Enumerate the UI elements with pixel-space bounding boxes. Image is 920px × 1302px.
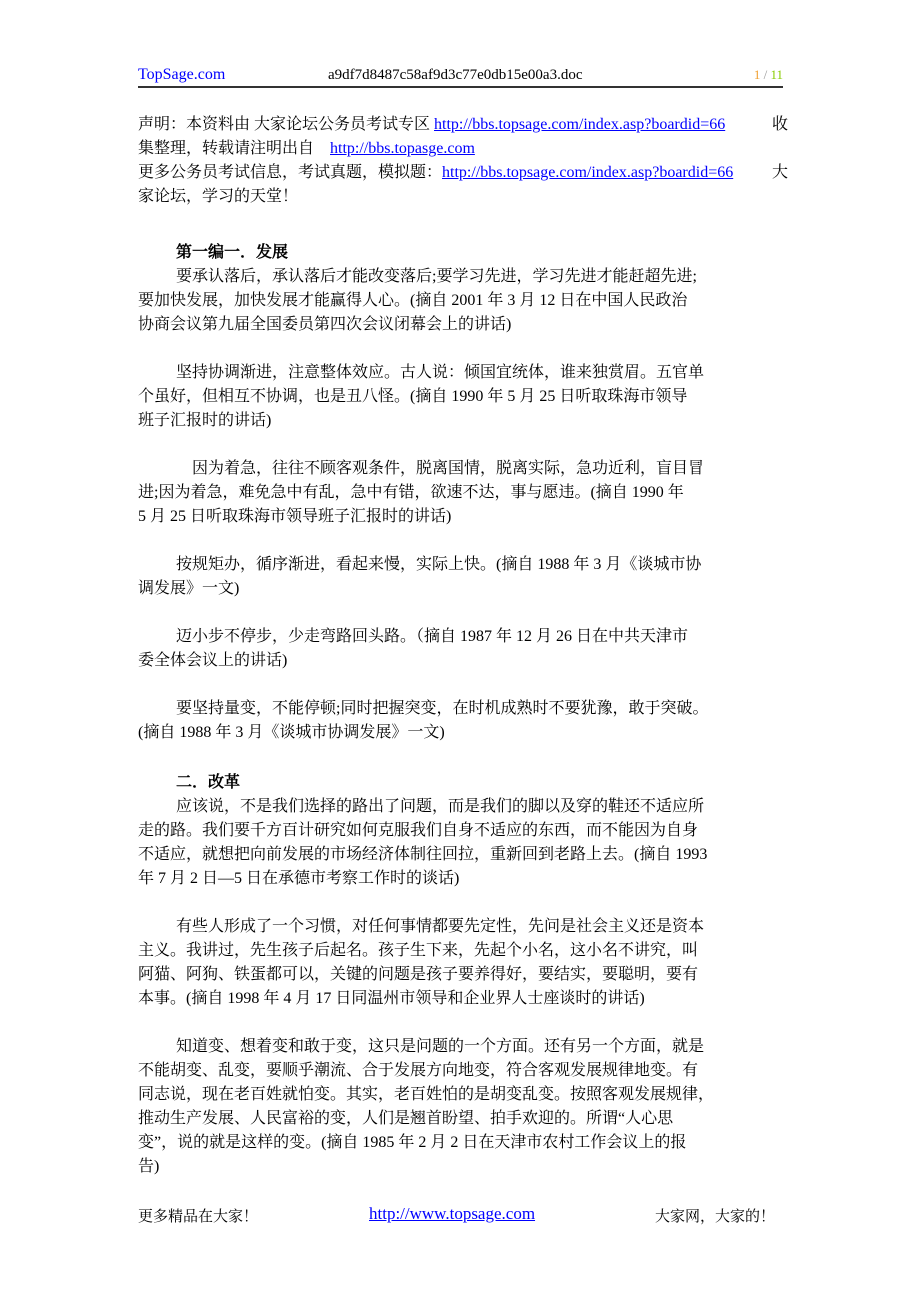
paragraph-line: 主义。我讲过，先生孩子后起名。孩子生下来，先起个小名，这小名不讲究，叫 (138, 942, 699, 959)
paragraph-line: 年 7 月 2 日—5 日在承德市考察工作时的谈话) (138, 870, 460, 887)
paragraph-line: 走的路。我们要千方百计研究如何克服我们自身不适应的东西，而不能因为自身 (138, 822, 699, 839)
paragraph-line: 迈小步不停步，少走弯路回头路。（摘自 1987 年 12 月 26 日在中共天津市 (176, 628, 689, 645)
paragraph (138, 795, 788, 891)
paragraph-line: 要承认落后，承认落后才能改变落后;要学习先进，学习先进才能赶超先进; (176, 268, 697, 285)
document-body (138, 113, 788, 1179)
paragraph-line: 同志说，现在老百姓就怕变。其实，老百姓怕的是胡变乱变。按照客观发展规律， (138, 1086, 715, 1103)
paragraph-line: 5 月 25 日听取珠海市领导班子汇报时的讲话) (138, 508, 452, 525)
paragraph-line: 不适应，就想把向前发展的市场经济体制往回拉，重新回到老路上去。(摘自 1993 (138, 846, 708, 863)
page-header (138, 66, 783, 88)
paragraph-line: 要加快发展，加快发展才能赢得人心。(摘自 2001 年 3 月 12 日在中国人民政治 (138, 292, 688, 309)
paragraph-line: 变”，说的就是这样的变。(摘自 1985 年 2 月 2 日在天津市农村工作会议上的报 (138, 1134, 687, 1151)
total-pages: 11 (770, 67, 783, 82)
site-name: TopSage.com (138, 66, 226, 83)
current-page: 1 (753, 67, 761, 82)
paragraph-line: 班子汇报时的讲话) (138, 412, 272, 429)
paragraph-line: 本事。(摘自 1998 年 4 月 17 日同温州市领导和企业界人士座谈时的讲话) (138, 990, 645, 1007)
footer-left-text: 更多精品在大家！ (138, 1209, 259, 1225)
sections (138, 241, 788, 1179)
paragraph-line: 因为着急，往往不顾客观条件，脱离国情，脱离实际，急功近利，盲目冒 (176, 460, 705, 477)
notice-text: 更多公务员考试信息，考试真题，模拟题： (138, 164, 443, 181)
footer-right-text: 大家网，大家的！ (654, 1209, 775, 1225)
paragraph-line: 阿猫、阿狗、铁蛋都可以，关键的问题是孩子要养得好，要结实，要聪明，要有 (138, 966, 699, 983)
paragraph (138, 553, 788, 601)
paragraph (138, 1035, 788, 1179)
paragraph-line: 进;因为着急，难免急中有乱，急中有错，欲速不达，事与愿违。(摘自 1990 年 (138, 484, 684, 501)
paragraph (138, 265, 788, 337)
paragraph (138, 457, 788, 529)
notice-text: 家论坛，学习的天堂！ (138, 188, 299, 205)
paragraph-line: 委全体会议上的讲话) (138, 652, 288, 669)
paragraph-line: 应该说，不是我们选择的路出了问题，而是我们的脚以及穿的鞋还不适应所 (176, 798, 705, 815)
paragraph-line: 推动生产发展、人民富裕的变，人们是翘首盼望、拍手欢迎的。所谓“人心思 (138, 1110, 674, 1127)
file-name: a9df7d8487c58af9d3c77e0db15e00a3.doc (328, 67, 583, 83)
paragraph-line: 告) (138, 1158, 160, 1175)
section-heading: 二．改革 (176, 774, 241, 791)
page-sep: / (760, 67, 771, 82)
notice-text: 收 (771, 116, 788, 133)
paragraph-line: 知道变、想着变和敢于变，这只是问题的一个方面。还有另一个方面，就是 (176, 1038, 705, 1055)
paragraph-line: 有些人形成了一个习惯，对任何事情都要先定性，先问是社会主义还是资本 (176, 918, 705, 935)
paragraph-line: 按规矩办，循序渐进，看起来慢，实际上快。(摘自 1988 年 3 月《谈城市协 (176, 556, 702, 573)
paragraph (138, 697, 788, 745)
paragraph-line: (摘自 1988 年 3 月《谈城市协调发展》一文) (138, 724, 445, 741)
notice-text: 大 (771, 164, 788, 181)
paragraph (138, 625, 788, 673)
site-link[interactable]: http://bbs.topasge.com (330, 140, 475, 157)
forum-link[interactable]: http://bbs.topsage.com/index.asp?boardid=66 (434, 116, 726, 133)
footer-link[interactable]: http://www.topsage.com (369, 1204, 536, 1223)
paragraph (138, 361, 788, 433)
paragraph (138, 915, 788, 1011)
notice (138, 113, 788, 209)
paragraph-line: 协商会议第九届全国委员第四次会议闭幕会上的讲话) (138, 316, 512, 333)
paragraph-line: 要坚持量变，不能停顿;同时把握突变，在时机成熟时不要犹豫，敢于突破。 (176, 700, 709, 717)
notice-text: 集整理，转载请注明出自 (138, 140, 331, 157)
page-number (754, 67, 783, 83)
paragraph-line: 坚持协调渐进，注意整体效应。古人说：倾国宜统体，谁来独赏眉。五官单 (176, 364, 705, 381)
section-heading: 第一编一．发展 (176, 244, 289, 261)
paragraph-line: 调发展》一文) (138, 580, 240, 597)
notice-text: 声明：本资料由 大家论坛公务员考试专区 (138, 116, 435, 133)
paragraph-line: 个虽好，但相互不协调，也是丑八怪。(摘自 1990 年 5 月 25 日听取珠海市领导 (138, 388, 688, 405)
paragraph-line: 不能胡变、乱变，要顺乎潮流、合于发展方向地变，符合客观发展规律地变。有 (138, 1062, 699, 1079)
forum-link[interactable]: http://bbs.topsage.com/index.asp?boardid=66 (442, 164, 734, 181)
